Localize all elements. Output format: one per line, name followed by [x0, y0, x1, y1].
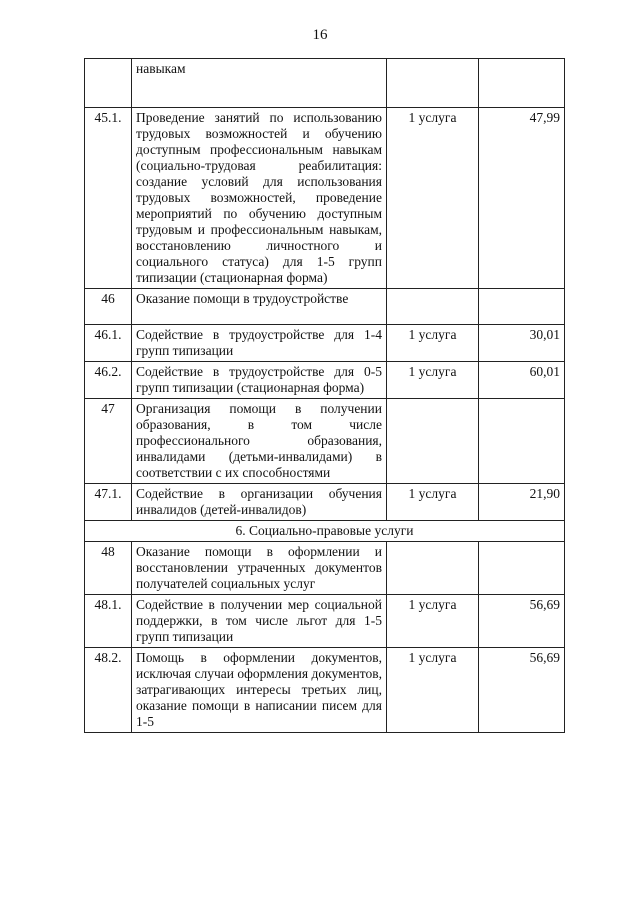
- service-unit: [387, 59, 479, 108]
- service-price: [479, 399, 565, 484]
- service-name: Содействие в получении мер социальной поддержки, в том числе льгот для 1-5 групп типизации: [132, 595, 387, 648]
- table-row: [85, 542, 565, 595]
- table-row: [85, 399, 565, 484]
- row-number: 45.1.: [85, 108, 132, 289]
- service-price: [479, 289, 565, 325]
- row-number: 48.2.: [85, 648, 132, 733]
- service-price: 30,01: [479, 325, 565, 362]
- service-price: 21,90: [479, 484, 565, 521]
- service-name: Проведение занятий по использованию трудовых возможностей и обучению доступным профессиональным навыкам (социально-трудовая реабилитация: создание условий для использования трудовых возможностей, проведение мероприятий по обучению доступным трудовым и профессиональным навыкам, восстановлению личностного и социального статуса) для 1-5 групп типизации (стационарная форма): [132, 108, 387, 289]
- page-number: 16: [312, 27, 328, 43]
- service-name: Организация помощи в получении образования, в том числе профессионального образования, инвалидами (детьми-инвалидами) в соответствии с их способностями: [132, 399, 387, 484]
- table-row: [85, 362, 565, 399]
- service-price: 56,69: [479, 595, 565, 648]
- row-number: [85, 59, 132, 108]
- service-unit: 1 услуга: [387, 325, 479, 362]
- row-number: 46.1.: [85, 325, 132, 362]
- table-row: [85, 59, 565, 108]
- table-row: [85, 108, 565, 289]
- service-name: Оказание помощи в оформлении и восстановлении утраченных документов получателей социальных услуг: [132, 542, 387, 595]
- service-unit: [387, 289, 479, 325]
- row-number: 46: [85, 289, 132, 325]
- service-name: Содействие в организации обучения инвалидов (детей-инвалидов): [132, 484, 387, 521]
- section-row: [85, 521, 565, 542]
- table-row: [85, 325, 565, 362]
- service-unit: 1 услуга: [387, 648, 479, 733]
- service-price: 60,01: [479, 362, 565, 399]
- service-name: Оказание помощи в трудоустройстве: [132, 289, 387, 325]
- services-table: [84, 58, 565, 733]
- service-price: [479, 59, 565, 108]
- service-unit: [387, 542, 479, 595]
- row-number: 48: [85, 542, 132, 595]
- service-price: 56,69: [479, 648, 565, 733]
- table-row: [85, 595, 565, 648]
- service-name: навыкам: [132, 59, 387, 108]
- service-unit: 1 услуга: [387, 362, 479, 399]
- row-number: 47: [85, 399, 132, 484]
- table-row: [85, 484, 565, 521]
- service-unit: 1 услуга: [387, 595, 479, 648]
- service-name: Помощь в оформлении документов, исключая случаи оформления документов, затрагивающих интересы третьих лиц, оказание помощи в написании писем для 1-5: [132, 648, 387, 733]
- row-number: 48.1.: [85, 595, 132, 648]
- service-unit: [387, 399, 479, 484]
- table-row: [85, 289, 565, 325]
- service-unit: 1 услуга: [387, 108, 479, 289]
- service-name: Содействие в трудоустройстве для 1-4 групп типизации: [132, 325, 387, 362]
- row-number: 47.1.: [85, 484, 132, 521]
- service-unit: 1 услуга: [387, 484, 479, 521]
- service-price: [479, 542, 565, 595]
- service-name: Содействие в трудоустройстве для 0-5 групп типизации (стационарная форма): [132, 362, 387, 399]
- section-title: 6. Социально-правовые услуги: [85, 521, 565, 542]
- row-number: 46.2.: [85, 362, 132, 399]
- table-row: [85, 648, 565, 733]
- service-price: 47,99: [479, 108, 565, 289]
